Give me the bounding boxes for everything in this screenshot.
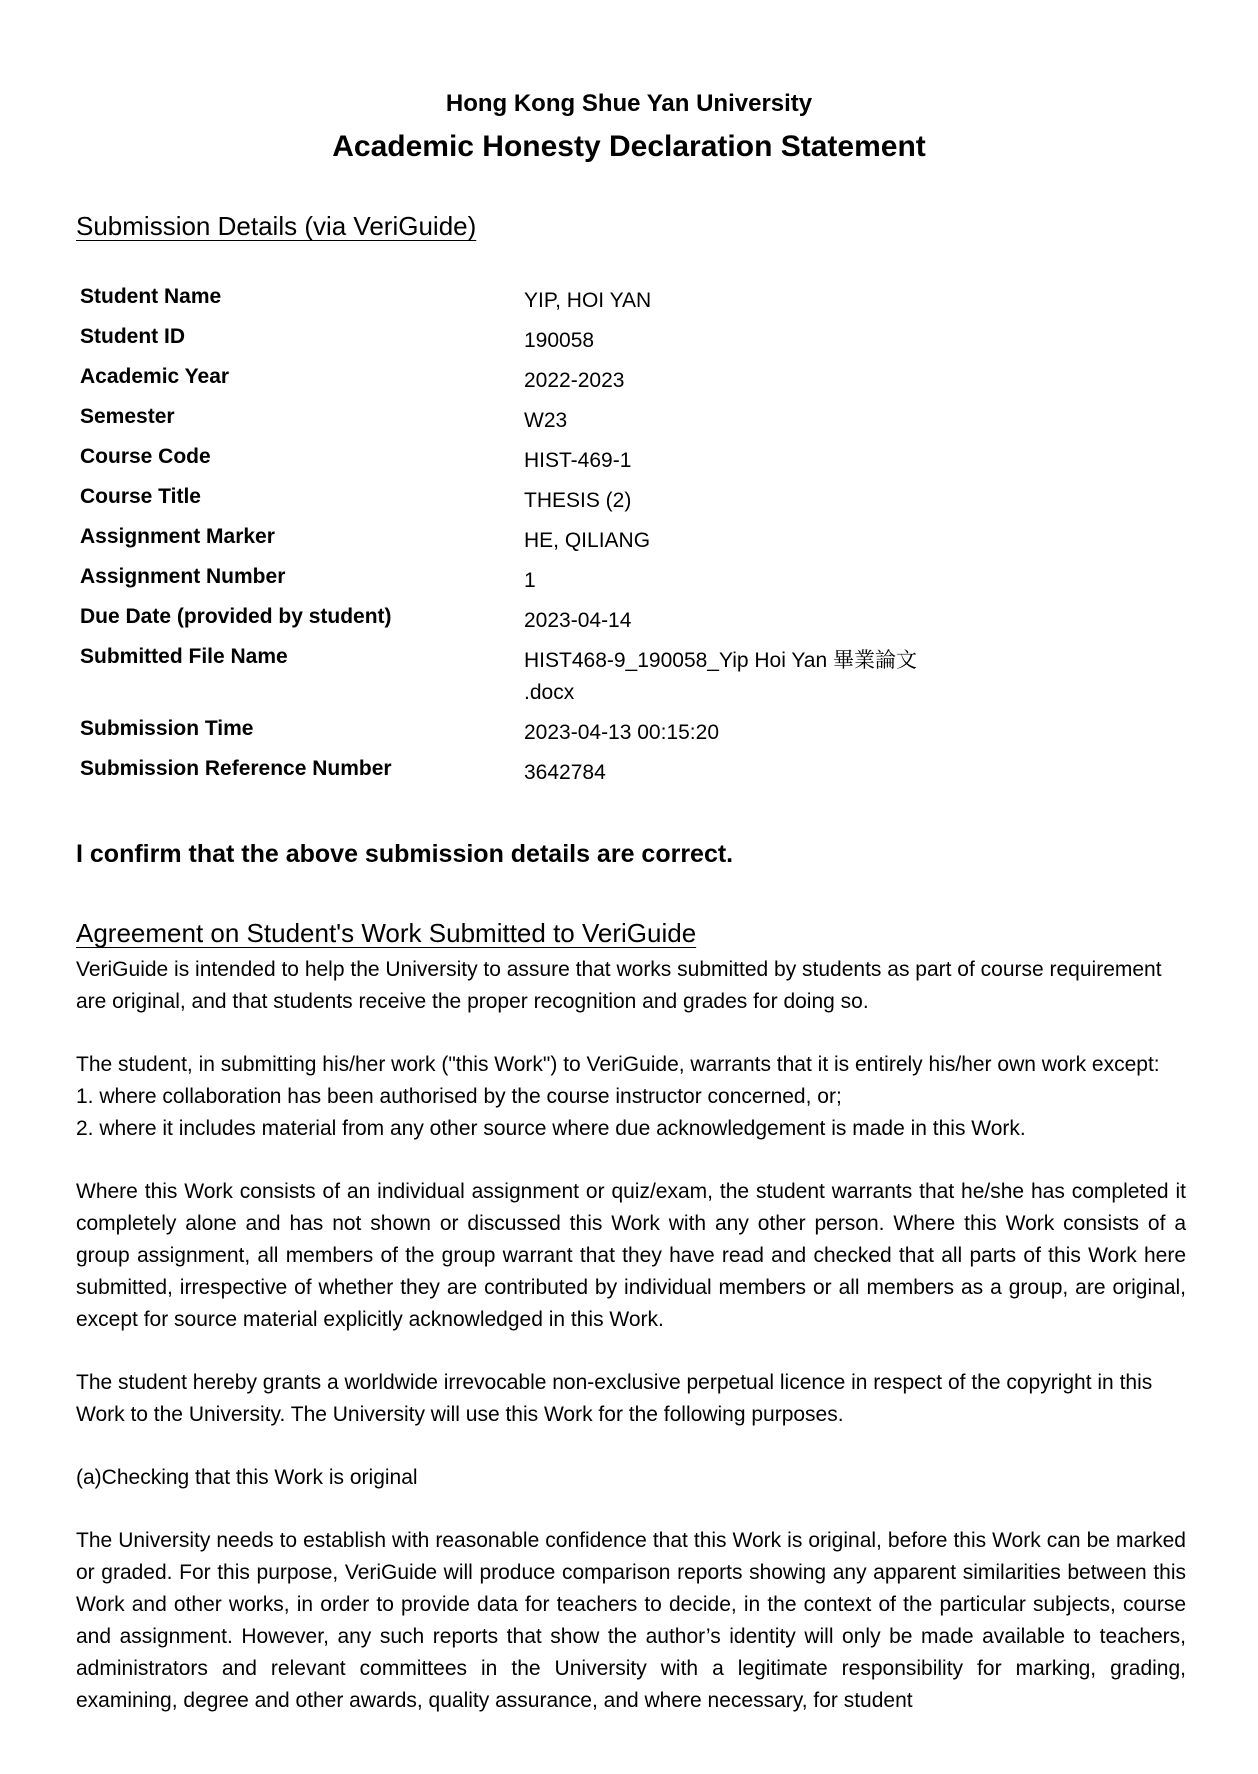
- submission-details-heading: Submission Details (via VeriGuide): [76, 211, 477, 241]
- detail-label: Student ID: [80, 325, 185, 348]
- agreement-paragraph: The University needs to establish with reasonable confidence that this Work is original, before this Work can be marked or graded. For this purpose, VeriGuide will produce comparison reports showing any apparent similarities between this Work and other works, in order to provide data for teachers to decide, in the context of the particular subjects, course and assignment. However, any such reports that show the author’s identity will only be made available to teachers, administrators and relevant committees in the University with a legitimate responsibility for marking, grading, examining, degree and other awards, quality assurance, and where necessary, for student: [76, 1529, 1186, 1712]
- detail-value: 1: [524, 569, 536, 592]
- detail-label: Submitted File Name: [80, 645, 288, 668]
- detail-value: [524, 645, 964, 709]
- detail-value: HE, QILIANG: [524, 529, 651, 552]
- agreement-paragraph: (a)Checking that this Work is original: [76, 1466, 418, 1489]
- detail-value: 2023-04-14: [524, 609, 632, 632]
- detail-label: Course Title: [80, 485, 201, 508]
- agreement-paragraph: VeriGuide is intended to help the University to assure that works submitted by students as part of course requirement are original, and that students receive the proper recognition and grades for doing so.: [76, 958, 1162, 1013]
- detail-label: Due Date (provided by student): [80, 605, 392, 628]
- detail-label: Course Code: [80, 445, 211, 468]
- detail-label: Submission Reference Number: [80, 757, 392, 780]
- detail-label: Submission Time: [80, 717, 254, 740]
- detail-value: YIP, HOI YAN: [524, 289, 652, 312]
- file-name-line-1: HIST468-9_190058_Yip Hoi Yan 畢業論文: [524, 649, 917, 672]
- detail-label: Academic Year: [80, 365, 230, 388]
- detail-label: Semester: [80, 405, 175, 428]
- university-name: Hong Kong Shue Yan University: [445, 90, 813, 117]
- detail-label: Assignment Marker: [80, 525, 275, 548]
- agreement-paragraph: The student hereby grants a worldwide irrevocable non-exclusive perpetual licence in respect of the copyright in this Work to the University. The University will use this Work for the following purposes.: [76, 1371, 1153, 1426]
- agreement-list-item: 2. where it includes material from any other source where due acknowledgement is made in this Work.: [76, 1117, 1026, 1140]
- detail-label: Assignment Number: [80, 565, 286, 588]
- detail-label: Student Name: [80, 285, 222, 308]
- document-title: Academic Honesty Declaration Statement: [332, 130, 926, 163]
- detail-value: THESIS (2): [524, 489, 632, 512]
- detail-value: W23: [524, 409, 568, 432]
- detail-value: 3642784: [524, 761, 606, 784]
- agreement-body: [76, 954, 1186, 1717]
- file-name-line-2: .docx: [524, 681, 575, 704]
- agreement-paragraph: The student, in submitting his/her work ("this Work") to VeriGuide, warrants that it is entirely his/her own work except:: [76, 1053, 1160, 1076]
- detail-value: 190058: [524, 329, 595, 352]
- detail-value: HIST-469-1: [524, 449, 632, 472]
- detail-value: 2022-2023: [524, 369, 625, 392]
- agreement-paragraph: Where this Work consists of an individual assignment or quiz/exam, the student warrants that he/she has completed it completely alone and has not shown or discussed this Work with any other person. Where this Work consists of a group assignment, all members of the group warrant that they have read and checked that all parts of this Work here submitted, irrespective of whether they are contributed by individual members or all members as a group, are original, except for source material explicitly acknowledged in this Work.: [76, 1180, 1186, 1331]
- agreement-heading: Agreement on Student's Work Submitted to VeriGuide: [76, 918, 697, 948]
- detail-value: 2023-04-13 00:15:20: [524, 721, 719, 744]
- confirmation-statement: I confirm that the above submission details are correct.: [76, 840, 734, 868]
- agreement-list-item: 1. where collaboration has been authorised by the course instructor concerned, or;: [76, 1085, 842, 1108]
